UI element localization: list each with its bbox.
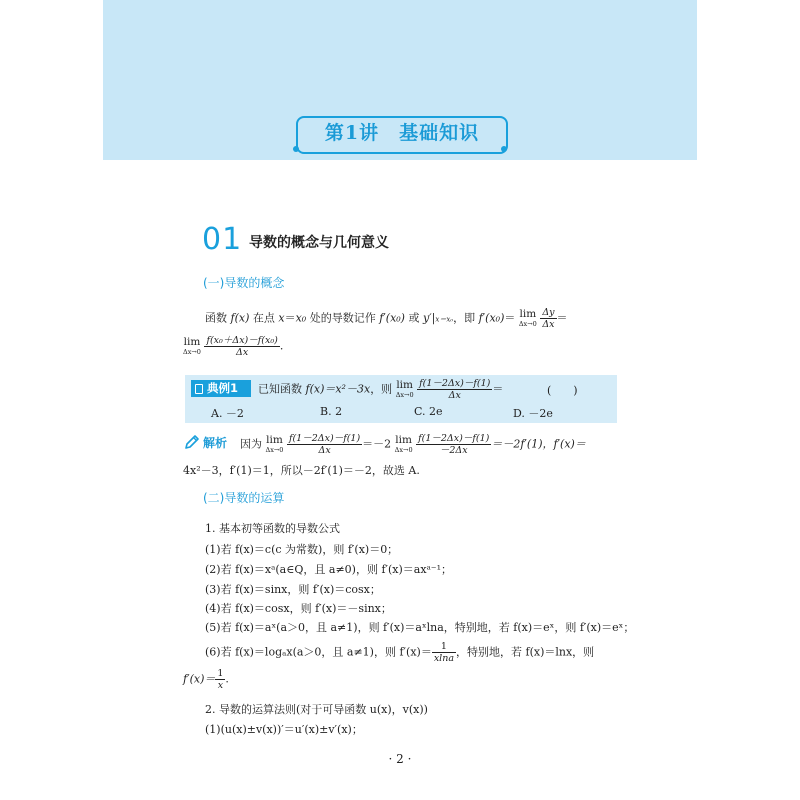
lim-subscript: Δx→0	[183, 347, 201, 356]
denominator: xlna	[433, 653, 455, 664]
fraction-difference-quotient	[204, 335, 279, 358]
definition-line-2	[183, 335, 283, 358]
text: 已知函数	[258, 382, 306, 396]
limit	[396, 380, 414, 400]
title-dot-right	[501, 146, 507, 152]
fraction	[287, 433, 362, 456]
text: ＝－2f′(1)，f′(x)＝	[491, 437, 586, 451]
lim-text: lim	[183, 335, 201, 348]
fraction	[416, 433, 491, 456]
lim-subscript: Δx→0	[265, 445, 284, 454]
lim-subscript: Δx→0	[518, 319, 537, 328]
text: ＝	[556, 311, 568, 325]
math: f′(x₀)	[379, 311, 405, 325]
denominator: Δx	[318, 445, 331, 456]
limit	[519, 309, 537, 329]
rule-2: (2)若 f(x)＝xᵃ(a∈Q，且 a≠0)，则 f′(x)＝axᵃ⁻¹；	[205, 563, 453, 576]
fraction	[417, 378, 492, 401]
subheading-operations: (二)导数的运算	[203, 491, 285, 505]
numerator: f(1－2Δx)－f(1)	[418, 433, 490, 444]
text: ，即	[453, 311, 479, 325]
text: ＝	[492, 382, 504, 396]
rule-heading-1: 1. 基本初等函数的导数公式	[205, 522, 340, 535]
denominator: Δx	[448, 390, 461, 401]
text: ＝	[284, 311, 296, 325]
fraction	[432, 641, 456, 664]
title-dot-left	[293, 146, 299, 152]
text: (6)若 f(x)＝logₐx(a＞0，且 a≠1)，则 f′(x)＝	[205, 645, 432, 659]
rule-1: (1)若 f(x)＝c(c 为常数)，则 f′(x)＝0；	[205, 543, 399, 556]
example-label-text: 典例1	[207, 381, 239, 395]
lim-subscript: Δx→0	[395, 390, 414, 399]
rule-sum: (1)(u(x)±v(x))′＝u′(x)±v′(x)；	[205, 723, 363, 736]
section-title: 导数的概念与几何意义	[249, 235, 389, 251]
rule-heading-2: 2. 导数的运算法则(对于可导函数 u(x)，v(x))	[205, 703, 428, 716]
document-icon	[195, 384, 203, 394]
denominator: Δx	[542, 319, 555, 330]
math: x₀	[295, 311, 307, 325]
rule-3: (3)若 f(x)＝sinx，则 f′(x)＝cosx；	[205, 583, 381, 596]
numerator: f(1－2Δx)－f(1)	[288, 433, 361, 444]
denominator: Δx	[236, 347, 249, 358]
rule-4: (4)若 f(x)＝cosx，则 f′(x)＝－sinx；	[205, 602, 392, 615]
text: f′(x)＝	[183, 672, 216, 686]
fraction	[215, 668, 225, 691]
subheading-concept: (一)导数的概念	[203, 276, 285, 290]
lim-text: lim	[396, 378, 413, 391]
limit	[266, 435, 284, 455]
text: 或	[404, 311, 423, 325]
rule-5: (5)若 f(x)＝aˣ(a＞0，且 a≠1)，则 f′(x)＝aˣlna，特别地，若 f(x)＝eˣ，则 f′(x)＝eˣ；	[205, 621, 635, 634]
math-subscript: x＝x₀	[435, 315, 454, 324]
page-number: · 2 ·	[388, 752, 412, 766]
analysis-line-2: 4x²－3，f′(1)＝1，所以－2f′(1)＝－2，故选 A.	[183, 464, 420, 477]
lecture-title: 第1讲 基础知识	[324, 122, 480, 144]
fraction-dy-dx	[540, 307, 556, 330]
numerator: Δy	[542, 307, 555, 318]
numerator: f(1－2Δx)－f(1)	[419, 378, 491, 389]
numerator: 1	[217, 668, 224, 679]
text: 因为	[240, 437, 266, 451]
numerator: 1	[432, 641, 456, 653]
denominator: －2Δx	[439, 445, 468, 456]
lim-subscript: Δx→0	[394, 445, 413, 454]
lim-text: lim	[519, 307, 537, 320]
text: ＝	[504, 311, 516, 325]
math: y′|	[422, 311, 436, 325]
rule-6	[205, 641, 594, 664]
math: f(x)	[230, 311, 250, 325]
math: f′(x₀)	[478, 311, 505, 325]
definition-line-1	[205, 307, 568, 330]
limit	[183, 337, 201, 357]
analysis-label: 解析	[203, 436, 228, 450]
analysis-line-1	[240, 433, 586, 456]
text: 处的导数记作	[306, 311, 380, 325]
option-a: A. －2	[211, 407, 244, 420]
option-c: C. 2e	[414, 405, 443, 418]
example-question	[258, 378, 503, 401]
text: ，特别地，若 f(x)＝lnx，则	[456, 645, 595, 659]
lim-text: lim	[395, 433, 412, 446]
math: x	[278, 311, 285, 325]
denominator: x	[217, 680, 224, 691]
text: .	[279, 339, 284, 353]
rule-6-cont	[183, 668, 229, 691]
example-label	[191, 380, 251, 397]
text: .	[225, 672, 229, 686]
text: ＝－2	[362, 437, 392, 451]
option-d: D. －2e	[513, 407, 553, 420]
text: 在点	[249, 311, 279, 325]
option-b: B. 2	[320, 405, 343, 418]
numerator: f(x₀＋Δx)－f(x₀)	[206, 335, 278, 346]
text: ，则	[370, 382, 396, 396]
text: 函数	[205, 311, 231, 325]
limit	[395, 435, 413, 455]
section-number: 01	[202, 222, 243, 257]
answer-paren: ( )	[547, 384, 578, 397]
lim-text: lim	[266, 433, 283, 446]
math: f(x)＝x²－3x	[305, 382, 371, 396]
pencil-icon	[184, 434, 200, 450]
